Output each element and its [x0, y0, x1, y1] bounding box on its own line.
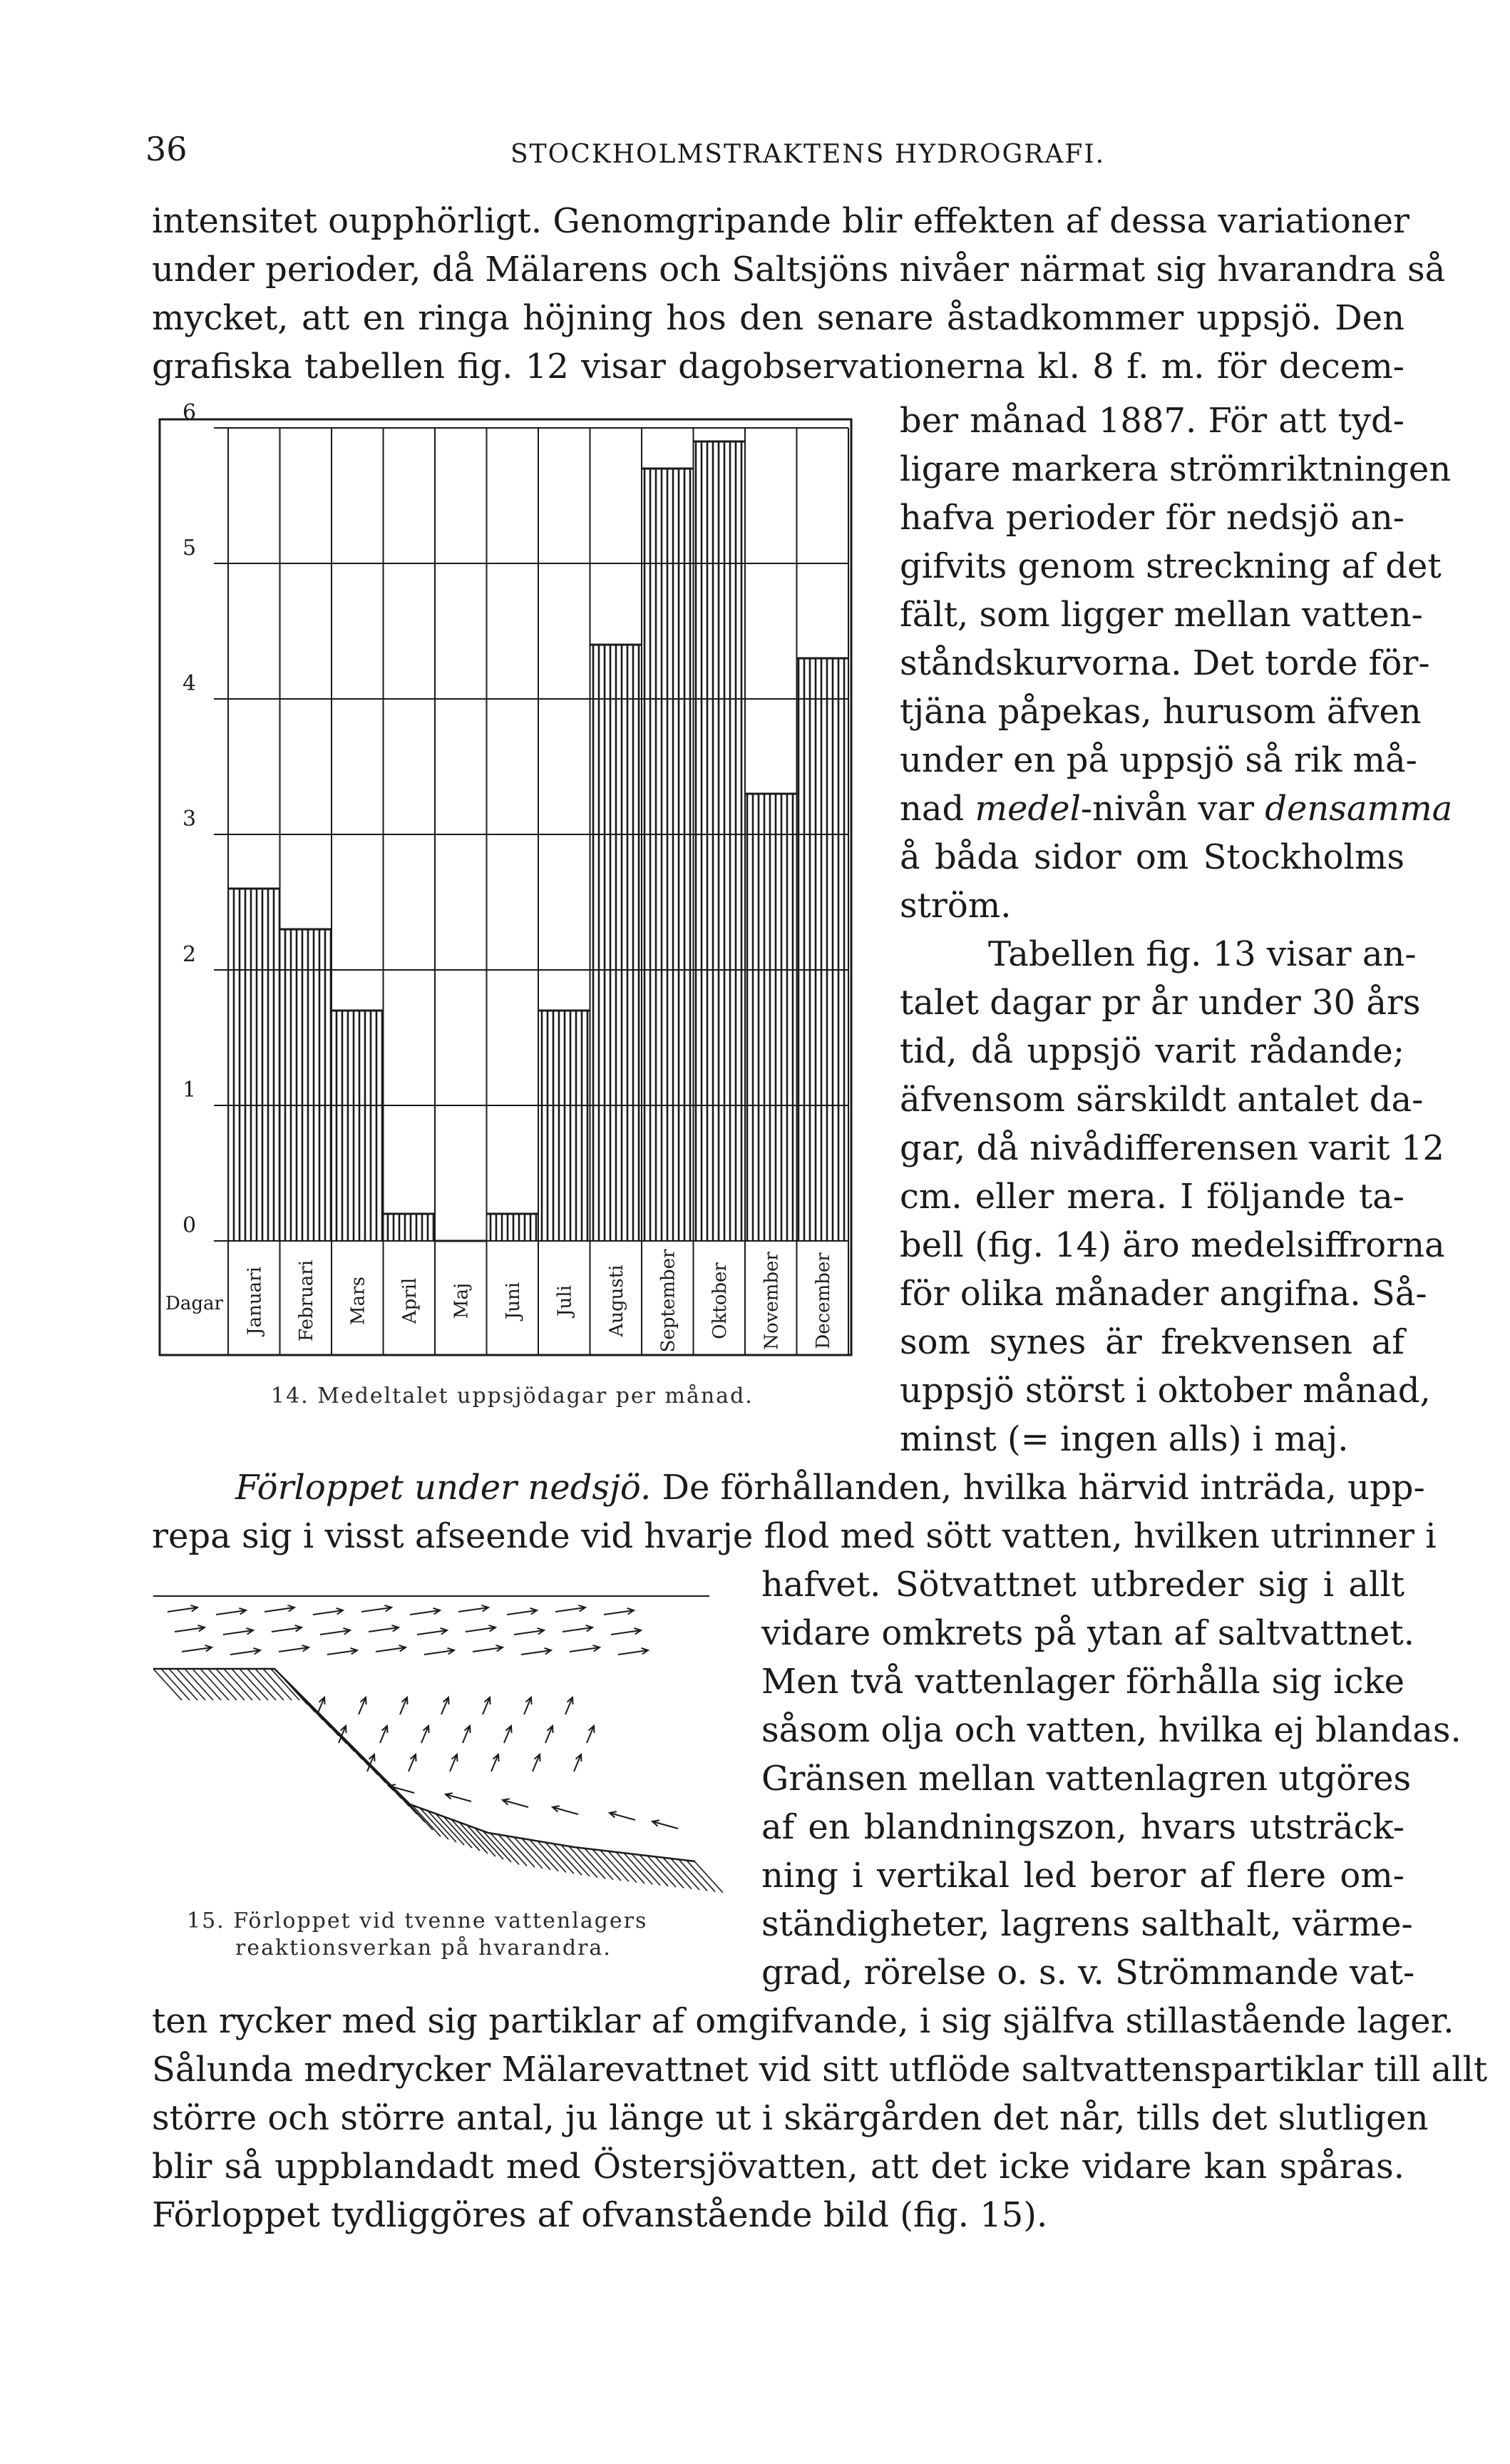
- text-line: [235, 1463, 1425, 1512]
- text-line: uppsjö störst i oktober månad,: [900, 1371, 1431, 1411]
- floor-hatch: [247, 1669, 276, 1700]
- text-line: hafva perioder för nedsjö an-: [900, 498, 1404, 538]
- x-tick-label: Juli: [554, 1285, 576, 1317]
- x-tick-label: Mars: [347, 1277, 369, 1325]
- surface-arrow: [466, 1625, 495, 1632]
- floor-hatch: [161, 1669, 190, 1700]
- text-line: vidare omkrets på ytan af saltvattnet.: [761, 1613, 1414, 1653]
- inflow-arrow: [610, 1811, 635, 1820]
- mixing-arrow: [450, 1754, 458, 1772]
- figure-15-caption-line2: reaktionsverkan på hvarandra.: [235, 1936, 612, 1961]
- emphasis-densamma: densamma: [1265, 789, 1453, 829]
- bar-augusti: [590, 645, 642, 1241]
- mixing-arrow: [463, 1726, 471, 1743]
- text-line: tjäna påpekas, hurusom äfven: [900, 692, 1422, 732]
- bar-juli: [538, 1011, 590, 1241]
- mixing-arrow: [317, 1697, 325, 1714]
- floor-hatch: [200, 1669, 229, 1700]
- floor-hatch: [655, 1856, 684, 1888]
- text-line: under en på uppsjö så rik må-: [900, 740, 1417, 780]
- page-number: 36: [145, 130, 188, 168]
- y-tick-label: 4: [183, 671, 197, 696]
- mixing-arrow: [409, 1754, 416, 1772]
- text-line: blir så uppblandadt med Östersjövatten, att det icke vidare kan spåras.: [152, 2147, 1404, 2187]
- mixing-arrow: [504, 1726, 512, 1743]
- x-tick-label: September: [657, 1249, 679, 1353]
- floor-hatch: [671, 1859, 699, 1890]
- text-line: repa sig i visst afseende vid hvarje flod med sött vatten, hvilken utrinner i: [152, 1516, 1437, 1556]
- floor-hatch: [153, 1669, 182, 1700]
- surface-arrow: [410, 1608, 440, 1615]
- surface-arrow: [182, 1645, 212, 1652]
- floor-hatch: [216, 1669, 245, 1700]
- bar-juni: [487, 1214, 539, 1241]
- floor-hatch: [600, 1850, 629, 1881]
- x-tick-label: Augusti: [605, 1264, 627, 1337]
- mixing-arrow: [533, 1754, 540, 1772]
- figure-15-caption-line1: 15. Förloppet vid tvenne vattenlagers: [187, 1908, 648, 1933]
- surface-arrow: [604, 1608, 634, 1615]
- floor-hatch: [624, 1853, 652, 1884]
- surface-arrow: [521, 1648, 551, 1655]
- bar-april: [384, 1214, 436, 1241]
- text-line: Men två vattenlager förhålla sig icke: [761, 1662, 1404, 1702]
- surface-arrow: [279, 1645, 309, 1652]
- surface-arrow: [618, 1648, 648, 1655]
- text-line: under perioder, då Mälarens och Saltsjöns nivåer närmat sig hvarandra så: [152, 250, 1446, 290]
- y-tick-label: 5: [183, 536, 197, 561]
- y-axis-title: Dagar: [165, 1293, 223, 1314]
- text-line: ber månad 1887. För att tyd-: [900, 401, 1404, 441]
- text-line: ström.: [900, 886, 1012, 926]
- floor-hatch: [663, 1858, 692, 1889]
- text-span: nad: [900, 789, 975, 829]
- text-line: hafvet. Sötvattnet utbreder sig i allt: [761, 1565, 1404, 1605]
- bar-januari: [228, 889, 280, 1241]
- x-tick-label: Januari: [244, 1267, 266, 1335]
- floor-hatch: [263, 1669, 292, 1700]
- text-line: Förloppet tydliggöres af ofvanstående bild (fig. 15).: [152, 2195, 1048, 2235]
- surface-arrow: [216, 1608, 246, 1615]
- text-line-italic: [900, 784, 1453, 833]
- surface-arrow: [611, 1628, 641, 1635]
- figure-14-caption: 14. Medeltalet uppsjödagar per månad.: [271, 1384, 754, 1409]
- surface-arrow: [563, 1625, 592, 1632]
- floor-hatch: [687, 1861, 715, 1892]
- floor-hatch: [694, 1861, 723, 1893]
- surface-arrow: [570, 1645, 600, 1652]
- text-line: Gränsen mellan vattenlagren utgöres: [761, 1759, 1412, 1799]
- text-line: större och större antal, ju länge ut i skärgården det når, tills det slutligen: [152, 2098, 1429, 2138]
- x-tick-label: Oktober: [709, 1262, 731, 1339]
- y-tick-label: 2: [183, 942, 197, 967]
- bar-oktober: [694, 441, 746, 1241]
- floor-hatch: [608, 1851, 637, 1883]
- floor-hatch: [169, 1669, 197, 1700]
- surface-arrow: [555, 1605, 585, 1612]
- mixing-arrow: [587, 1726, 595, 1743]
- text-line: ning i vertikal led beror af flere om-: [761, 1856, 1404, 1896]
- surface-arrow: [369, 1625, 399, 1632]
- surface-arrow: [507, 1608, 537, 1615]
- text-line: gar, då nivådifferensen varit 12: [900, 1128, 1444, 1168]
- surface-arrow: [272, 1625, 302, 1632]
- floor-hatch: [185, 1669, 213, 1700]
- text-line: för olika månader angifna. Så-: [900, 1274, 1427, 1314]
- inflow-arrow: [652, 1820, 678, 1829]
- text-span: De förhållanden, hvilka härvid inträda, upp-: [651, 1468, 1425, 1508]
- text-line: ständigheter, lagrens salthalt, värme-: [761, 1904, 1413, 1944]
- surface-arrow: [313, 1608, 343, 1615]
- x-tick-label: November: [761, 1252, 783, 1350]
- surface-arrow: [361, 1605, 391, 1612]
- mixing-arrow: [441, 1697, 449, 1714]
- surface-arrow: [376, 1645, 406, 1652]
- mixing-arrow: [380, 1726, 388, 1743]
- surface-arrow: [320, 1628, 350, 1635]
- surface-arrow: [473, 1645, 503, 1652]
- floor-hatch: [647, 1856, 676, 1887]
- surface-arrow: [264, 1605, 294, 1612]
- surface-arrow: [514, 1628, 544, 1635]
- text-span: -nivån var: [1080, 789, 1265, 829]
- text-line: såsom olja och vatten, hvilka ej blandas.: [761, 1710, 1462, 1750]
- y-tick-label: 0: [183, 1213, 197, 1238]
- surface-arrow: [424, 1648, 454, 1655]
- text-line: ståndskurvorna. Det torde för-: [900, 643, 1430, 683]
- floor-hatch: [224, 1669, 252, 1700]
- y-tick-label: 1: [183, 1078, 197, 1103]
- mixing-arrow: [545, 1726, 553, 1743]
- text-line: äfvensom särskildt antalet da-: [900, 1080, 1424, 1120]
- mixing-arrow: [491, 1754, 499, 1772]
- floor-hatch: [232, 1669, 260, 1700]
- surface-arrow: [458, 1605, 488, 1612]
- figure-14-chart: [157, 400, 856, 1362]
- text-line: Sålunda medrycker Mälarevattnet vid sitt utflöde saltvattenspartiklar till allt: [152, 2050, 1488, 2090]
- text-line: intensitet oupphörligt. Genomgripande blir effekten af dessa variationer: [152, 201, 1409, 241]
- surface-arrow: [327, 1648, 357, 1655]
- text-line: å båda sidor om Stockholms: [900, 837, 1404, 877]
- text-line: bell (fig. 14) äro medelsiffrorna: [900, 1225, 1445, 1265]
- text-line: gifvits genom streckning af det: [900, 546, 1442, 586]
- x-tick-label: Februari: [295, 1259, 317, 1342]
- floor-hatch: [404, 1799, 433, 1830]
- surface-arrow: [175, 1625, 205, 1632]
- mixing-arrow: [359, 1697, 366, 1714]
- inflow-arrow: [389, 1784, 414, 1793]
- bar-mars: [332, 1011, 384, 1241]
- floor-hatch: [679, 1859, 707, 1891]
- text-line: grad, rörelse o. s. v. Strömmande vat-: [761, 1953, 1415, 1993]
- text-line: cm. eller mera. I följande ta-: [900, 1177, 1404, 1217]
- x-tick-label: December: [812, 1252, 834, 1349]
- text-line: ligare markera strömriktningen: [900, 449, 1452, 489]
- mixing-arrow: [565, 1697, 573, 1714]
- text-line: fält, som ligger mellan vatten-: [900, 595, 1423, 635]
- inflow-arrow: [503, 1799, 528, 1807]
- x-tick-label: April: [399, 1277, 421, 1324]
- floor-hatch: [632, 1854, 660, 1886]
- y-tick-label: 6: [183, 400, 197, 425]
- bar-september: [642, 469, 694, 1241]
- text-line: som synes är frekvensen af: [900, 1322, 1404, 1362]
- floor-hatch: [271, 1669, 299, 1700]
- y-tick-label: 3: [183, 807, 197, 832]
- text-line: talet dagar pr år under 30 års: [900, 983, 1421, 1023]
- x-tick-label: Juni: [502, 1282, 524, 1320]
- floor-hatch: [240, 1669, 268, 1700]
- floor-hatch: [640, 1855, 668, 1886]
- text-line: mycket, att en ringa höjning hos den senare åstadkommer uppsjö. Den: [152, 298, 1404, 338]
- mixing-arrow: [483, 1697, 491, 1714]
- x-tick-label: Maj: [451, 1282, 473, 1319]
- bar-november: [745, 794, 797, 1241]
- floor-hatch: [616, 1852, 644, 1883]
- text-line: af en blandningszon, hvars utsträck-: [761, 1807, 1404, 1847]
- section-heading: Förloppet under nedsjö.: [235, 1468, 652, 1508]
- surface-arrow: [417, 1628, 447, 1635]
- bar-februari: [280, 929, 332, 1241]
- inflow-arrow: [446, 1793, 471, 1801]
- floor-hatch: [208, 1669, 237, 1700]
- surface-arrow: [230, 1648, 260, 1655]
- text-line: tid, då uppsjö varit rådande;: [900, 1031, 1404, 1071]
- mixing-arrow: [421, 1726, 429, 1743]
- floor-hatch: [177, 1669, 205, 1700]
- text-line: grafiska tabellen fig. 12 visar dagobservationerna kl. 8 f. m. för decem-: [152, 347, 1404, 387]
- inflow-arrow: [553, 1806, 578, 1814]
- text-line: minst (= ingen alls) i maj.: [900, 1419, 1349, 1459]
- running-title: STOCKHOLMSTRAKTENS HYDROGRAFI.: [510, 140, 1106, 169]
- mixing-arrow: [400, 1697, 408, 1714]
- mixing-arrow: [574, 1754, 582, 1772]
- mixing-arrow: [524, 1697, 532, 1714]
- figure-15-diagram: [153, 1590, 724, 1904]
- emphasis-medel: medel: [975, 789, 1081, 829]
- text-line: Tabellen fig. 13 visar an-: [988, 934, 1417, 974]
- floor-hatch: [592, 1849, 621, 1881]
- bar-december: [797, 658, 849, 1241]
- surface-arrow: [223, 1628, 253, 1635]
- floor-hatch: [192, 1669, 221, 1700]
- text-line: ten rycker med sig partiklar af omgifvande, i sig själfva stillastående lager.: [152, 2001, 1454, 2041]
- surface-arrow: [168, 1605, 197, 1612]
